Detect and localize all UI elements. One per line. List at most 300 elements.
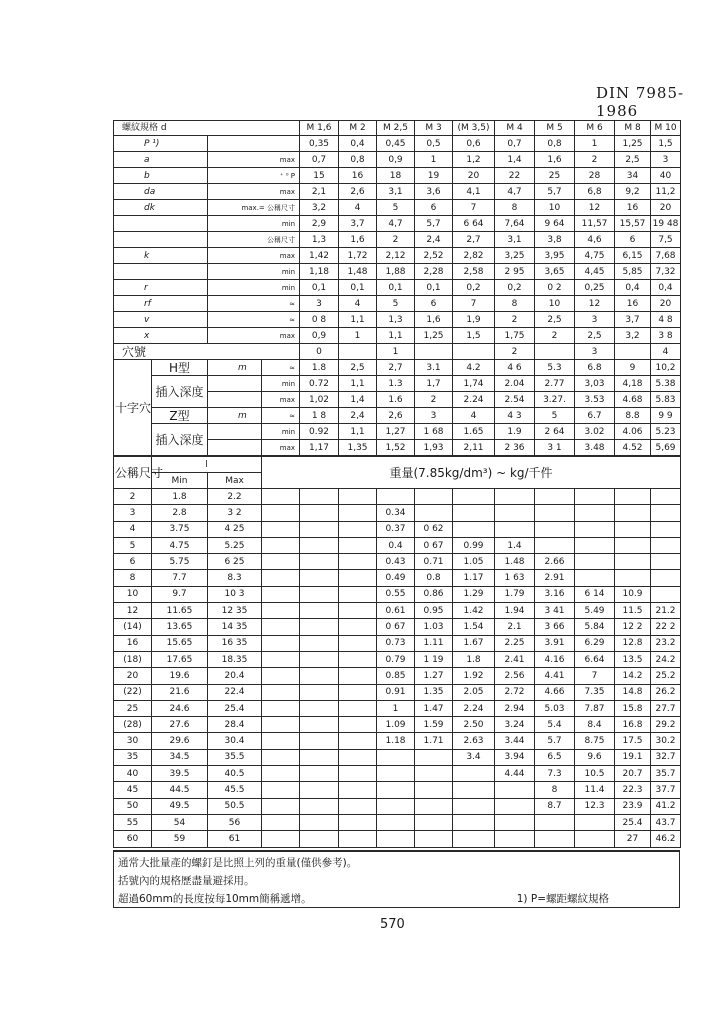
recess-value: 4 6 xyxy=(495,360,535,376)
dimension-value: 3,2 xyxy=(300,200,339,216)
weight-value xyxy=(300,521,339,537)
weight-value: 1.35 xyxy=(415,684,453,700)
length-min: 21.6 xyxy=(152,684,208,700)
length-max: 22.4 xyxy=(208,684,262,700)
weight-value xyxy=(415,814,453,830)
max-label: Max xyxy=(208,473,262,489)
dimension-value: 3,25 xyxy=(495,248,535,264)
weight-value xyxy=(651,505,681,521)
dimension-value: 16 xyxy=(615,296,651,312)
weight-value: 3.16 xyxy=(535,586,575,602)
hole-value: 3 xyxy=(575,344,615,360)
weight-value: 1.79 xyxy=(495,586,535,602)
length-max: 50.5 xyxy=(208,798,262,814)
weight-value: 14.8 xyxy=(615,684,651,700)
weight-value: 1.27 xyxy=(415,668,453,684)
recess-value: 3.1 xyxy=(415,360,453,376)
length-max: 5.25 xyxy=(208,537,262,553)
recess-value: 1 8 xyxy=(300,408,339,424)
nominal-length: 45 xyxy=(114,782,152,798)
dimension-value: 1,1 xyxy=(339,312,377,328)
weight-value xyxy=(415,782,453,798)
weight-value: 6.29 xyxy=(575,635,615,651)
weight-spare xyxy=(262,814,300,830)
recess-value: 3,03 xyxy=(575,376,615,392)
dimension-kind: max xyxy=(208,328,300,344)
weight-value: 5.03 xyxy=(535,700,575,716)
weight-value xyxy=(495,521,535,537)
dimension-value: 8 xyxy=(495,296,535,312)
weight-row xyxy=(114,798,681,814)
dimension-value: 20 xyxy=(651,296,681,312)
dimension-value: 1,75 xyxy=(495,328,535,344)
dimension-value: 3 8 xyxy=(651,328,681,344)
weight-value: 3.4 xyxy=(453,749,495,765)
recess-value: 9 xyxy=(615,360,651,376)
weight-row xyxy=(114,717,681,733)
weight-spare xyxy=(262,489,300,505)
size-header: M 10 xyxy=(651,121,681,136)
dimension-value: 11,57 xyxy=(575,216,615,232)
recess-value: 2 64 xyxy=(535,424,575,440)
dimension-value: 6 xyxy=(415,200,453,216)
notes-box xyxy=(113,850,680,908)
recess-kind: min xyxy=(262,424,300,440)
dimension-value: 1,25 xyxy=(415,328,453,344)
weight-spare xyxy=(262,505,300,521)
length-max: 6 25 xyxy=(208,554,262,570)
weight-value xyxy=(535,505,575,521)
weight-value: 9.6 xyxy=(575,749,615,765)
recess-value: 4.68 xyxy=(615,392,651,408)
recess-value: 0.72 xyxy=(300,376,339,392)
dimension-value: 4 xyxy=(339,200,377,216)
dimension-kind: max xyxy=(208,248,300,264)
weight-value xyxy=(575,505,615,521)
dimension-value: 2,1 xyxy=(300,184,339,200)
weight-value: 2.66 xyxy=(535,554,575,570)
length-max: 20.4 xyxy=(208,668,262,684)
note-line-3: 超過60mm的長度按每10mm簡稱遞增。 xyxy=(118,893,312,905)
recess-value: 1,1 xyxy=(339,424,377,440)
weight-value xyxy=(415,489,453,505)
length-min: 5.75 xyxy=(152,554,208,570)
dimension-value: 0,8 xyxy=(535,136,575,152)
weight-value xyxy=(453,505,495,521)
weight-value xyxy=(651,570,681,586)
size-header: M 5 xyxy=(535,121,575,136)
recess-value: 2.24 xyxy=(453,392,495,408)
dimension-value: 20 xyxy=(453,168,495,184)
dimension-value: 0,5 xyxy=(415,136,453,152)
weight-value: 1.67 xyxy=(453,635,495,651)
weight-value xyxy=(575,831,615,847)
weight-value: 2.41 xyxy=(495,651,535,667)
size-header: M 1,6 xyxy=(300,121,339,136)
weight-value: 4.41 xyxy=(535,668,575,684)
weight-value: 3.24 xyxy=(495,717,535,733)
dimension-symbol: x xyxy=(114,328,208,344)
hole-label: 穴號 xyxy=(114,344,300,360)
dimension-value: 1 xyxy=(339,328,377,344)
weight-value xyxy=(300,537,339,553)
weight-row xyxy=(114,831,681,847)
weight-value xyxy=(377,831,415,847)
dimension-value: 3,2 xyxy=(615,328,651,344)
weight-value: 2.1 xyxy=(495,619,535,635)
weight-row xyxy=(114,733,681,749)
recess-kind: max xyxy=(262,440,300,457)
weight-value: 1.05 xyxy=(453,554,495,570)
dimension-value: 2,6 xyxy=(339,184,377,200)
weight-value: 25.2 xyxy=(651,668,681,684)
recess-value: 5.83 xyxy=(651,392,681,408)
recess-value: 2,6 xyxy=(377,408,415,424)
dimension-value: 0,7 xyxy=(300,152,339,168)
weight-spare xyxy=(262,700,300,716)
recess-value: 5.3 xyxy=(535,360,575,376)
recess-value: 5 xyxy=(535,408,575,424)
dimension-value: 5,85 xyxy=(615,264,651,280)
weight-value: 10.9 xyxy=(615,586,651,602)
length-max: 3 2 xyxy=(208,505,262,521)
dimension-value: 25 xyxy=(535,168,575,184)
length-min: 4.75 xyxy=(152,537,208,553)
hole-value: 2 xyxy=(495,344,535,360)
dimension-value: 4,7 xyxy=(377,216,415,232)
dimension-row xyxy=(114,216,681,232)
weight-value: 7.35 xyxy=(575,684,615,700)
recess-value: 6.8 xyxy=(575,360,615,376)
dimension-value: 1,6 xyxy=(415,312,453,328)
length-symbol: l xyxy=(152,456,262,473)
weight-value: 14.2 xyxy=(615,668,651,684)
weight-value: 37.7 xyxy=(651,782,681,798)
dimension-symbol xyxy=(114,232,208,248)
weight-value xyxy=(339,619,377,635)
weight-value xyxy=(339,570,377,586)
length-min: 9.7 xyxy=(152,586,208,602)
recess-value: 3 xyxy=(415,408,453,424)
dimension-value: 19 48 xyxy=(651,216,681,232)
hole-value xyxy=(453,344,495,360)
weight-value: 10.5 xyxy=(575,766,615,782)
length-max: 16 35 xyxy=(208,635,262,651)
nominal-length: 20 xyxy=(114,668,152,684)
weight-value: 2.94 xyxy=(495,700,535,716)
weight-value: 0.49 xyxy=(377,570,415,586)
recess-value: 1.9 xyxy=(495,424,535,440)
dimension-value: 0,2 xyxy=(453,280,495,296)
dimension-value: 2,4 xyxy=(415,232,453,248)
dimension-row xyxy=(114,296,681,312)
recess-symbol xyxy=(208,440,262,457)
weight-value: 4.16 xyxy=(535,651,575,667)
weight-value: 0.79 xyxy=(377,651,415,667)
weight-spare xyxy=(262,635,300,651)
recess-value: 2 xyxy=(415,392,453,408)
recess-value: 1,4 xyxy=(339,392,377,408)
recess-value: 1.8 xyxy=(300,360,339,376)
weight-value xyxy=(300,489,339,505)
dimension-value: 2,7 xyxy=(453,232,495,248)
weight-value: 0.95 xyxy=(415,603,453,619)
weight-value: 7.87 xyxy=(575,700,615,716)
dimension-value: 3,1 xyxy=(495,232,535,248)
recess-value: 8.8 xyxy=(615,408,651,424)
recess-kind: max xyxy=(262,392,300,408)
dimension-value: 0,8 xyxy=(339,152,377,168)
dimension-value: 2,52 xyxy=(415,248,453,264)
dimension-value: 3,7 xyxy=(615,312,651,328)
weight-value: 1.8 xyxy=(453,651,495,667)
nominal-length: 5 xyxy=(114,537,152,553)
nominal-length: 55 xyxy=(114,814,152,830)
note-line-2: 括號內的規格歷盡量避採用。 xyxy=(118,875,255,887)
dimension-symbol xyxy=(114,216,208,232)
dimension-value: 2,5 xyxy=(615,152,651,168)
weight-value xyxy=(453,798,495,814)
weight-value xyxy=(535,831,575,847)
weight-value xyxy=(300,814,339,830)
dimension-symbol: da xyxy=(114,184,208,200)
weight-value xyxy=(300,586,339,602)
weight-value xyxy=(339,749,377,765)
weight-value xyxy=(339,766,377,782)
weight-value xyxy=(651,537,681,553)
weight-value: 1.09 xyxy=(377,717,415,733)
weight-spare xyxy=(262,831,300,847)
weight-value: 2.24 xyxy=(453,700,495,716)
length-min: 59 xyxy=(152,831,208,847)
dimension-value: 4,6 xyxy=(575,232,615,248)
weight-value xyxy=(453,489,495,505)
dimension-symbol: k xyxy=(114,248,208,264)
weight-value xyxy=(377,782,415,798)
weight-value: 29.2 xyxy=(651,717,681,733)
weight-value: 1.42 xyxy=(453,603,495,619)
dimension-value: 10 xyxy=(535,296,575,312)
recess-kind: ≈ xyxy=(262,408,300,424)
weight-value xyxy=(339,505,377,521)
weight-value: 0 62 xyxy=(415,521,453,537)
recess-symbol: m xyxy=(208,408,262,424)
dimension-value: 5 xyxy=(377,200,415,216)
weight-value: 1.47 xyxy=(415,700,453,716)
dimension-value: 3 xyxy=(300,296,339,312)
dimension-row xyxy=(114,280,681,296)
h-insert-depth-label: 插入深度 xyxy=(152,376,208,408)
cross-recess-label: 十字穴 xyxy=(114,360,152,457)
weight-value: 46.2 xyxy=(651,831,681,847)
weight-value: 4.66 xyxy=(535,684,575,700)
hole-value: 0 xyxy=(300,344,339,360)
dimension-value: 1,4 xyxy=(495,152,535,168)
weight-spare xyxy=(262,521,300,537)
dimension-value: 6 xyxy=(415,296,453,312)
dimension-value: 0,2 xyxy=(495,280,535,296)
weight-value xyxy=(615,537,651,553)
recess-value: 1,93 xyxy=(415,440,453,457)
weight-value: 8 xyxy=(535,782,575,798)
dimension-value: 16 xyxy=(615,200,651,216)
recess-value: 2 36 xyxy=(495,440,535,457)
weight-value xyxy=(615,554,651,570)
weight-value: 2.72 xyxy=(495,684,535,700)
length-max: 2.2 xyxy=(208,489,262,505)
weight-value: 26.2 xyxy=(651,684,681,700)
dimension-value: 4,7 xyxy=(495,184,535,200)
hole-value xyxy=(615,344,651,360)
weight-value xyxy=(415,766,453,782)
dimension-row xyxy=(114,312,681,328)
weight-value: 5.4 xyxy=(535,717,575,733)
dimension-value: 8 xyxy=(495,200,535,216)
recess-symbol xyxy=(208,376,262,392)
dimension-value: 5,7 xyxy=(415,216,453,232)
dimension-value: 1,6 xyxy=(535,152,575,168)
weight-row xyxy=(114,554,681,570)
weight-value: 13.5 xyxy=(615,651,651,667)
dimension-weight-table xyxy=(113,120,681,848)
weight-row xyxy=(114,749,681,765)
weight-row xyxy=(114,619,681,635)
weight-value xyxy=(453,521,495,537)
weight-spare xyxy=(262,603,300,619)
dimension-value: 7,5 xyxy=(651,232,681,248)
dimension-value: 0,4 xyxy=(339,136,377,152)
dimension-kind: max xyxy=(208,184,300,200)
weight-value xyxy=(300,505,339,521)
size-header: (M 3,5) xyxy=(453,121,495,136)
size-header: M 8 xyxy=(615,121,651,136)
dimension-value: 18 xyxy=(377,168,415,184)
length-max: 28.4 xyxy=(208,717,262,733)
dimension-symbol: a xyxy=(114,152,208,168)
dimension-value: 0,1 xyxy=(300,280,339,296)
dimension-value: 1,88 xyxy=(377,264,415,280)
weight-value xyxy=(339,635,377,651)
weight-spare xyxy=(262,668,300,684)
length-max: 61 xyxy=(208,831,262,847)
weight-value xyxy=(495,782,535,798)
dimension-symbol: rf xyxy=(114,296,208,312)
nominal-length: 12 xyxy=(114,603,152,619)
recess-value: 3.53 xyxy=(575,392,615,408)
weight-value xyxy=(339,489,377,505)
weight-value: 2.05 xyxy=(453,684,495,700)
weight-value xyxy=(300,619,339,635)
recess-value: 6.7 xyxy=(575,408,615,424)
dimension-value: 1,2 xyxy=(453,152,495,168)
dimension-row xyxy=(114,200,681,216)
weight-value: 15.8 xyxy=(615,700,651,716)
weight-value: 0 67 xyxy=(377,619,415,635)
z-type-label: Z型 xyxy=(152,408,208,424)
recess-value: 9 9 xyxy=(651,408,681,424)
dimension-value: 0,9 xyxy=(300,328,339,344)
dimension-value: 2,9 xyxy=(300,216,339,232)
weight-value xyxy=(575,489,615,505)
dimension-value: 7,64 xyxy=(495,216,535,232)
weight-value: 1.94 xyxy=(495,603,535,619)
weight-value: 6 14 xyxy=(575,586,615,602)
weight-value: 1.03 xyxy=(415,619,453,635)
recess-value: 3.02 xyxy=(575,424,615,440)
weight-value xyxy=(339,603,377,619)
weight-value: 6.5 xyxy=(535,749,575,765)
dimension-row xyxy=(114,152,681,168)
dimension-value: 4,1 xyxy=(453,184,495,200)
dimension-value: 0,4 xyxy=(651,280,681,296)
recess-value: 3.27. xyxy=(535,392,575,408)
weight-value: 17.5 xyxy=(615,733,651,749)
dimension-value: 0,7 xyxy=(495,136,535,152)
weight-value: 2.63 xyxy=(453,733,495,749)
recess-value: 4.52 xyxy=(615,440,651,457)
dimension-value: 40 xyxy=(651,168,681,184)
weight-header-row xyxy=(114,456,681,473)
weight-value: 0.71 xyxy=(415,554,453,570)
weight-spare xyxy=(262,570,300,586)
dimension-value: 3,6 xyxy=(415,184,453,200)
weight-value: 0.85 xyxy=(377,668,415,684)
weight-value: 16.8 xyxy=(615,717,651,733)
weight-value: 1.54 xyxy=(453,619,495,635)
dimension-row xyxy=(114,328,681,344)
weight-value xyxy=(495,798,535,814)
dimension-value: 2 xyxy=(377,232,415,248)
dimension-value: 7 xyxy=(453,296,495,312)
dimension-value: 5 xyxy=(377,296,415,312)
weight-value xyxy=(615,570,651,586)
dimension-value: 1,9 xyxy=(453,312,495,328)
dimension-kind: max xyxy=(208,152,300,168)
dimension-value: 0,9 xyxy=(377,152,415,168)
weight-value xyxy=(300,554,339,570)
dimension-value: 6,15 xyxy=(615,248,651,264)
weight-value xyxy=(339,521,377,537)
length-min: 34.5 xyxy=(152,749,208,765)
weight-value xyxy=(651,489,681,505)
dimension-row xyxy=(114,136,681,152)
recess-value: 2.54 xyxy=(495,392,535,408)
weight-value xyxy=(575,570,615,586)
weight-value xyxy=(453,766,495,782)
weight-value xyxy=(300,831,339,847)
weight-value: 0.73 xyxy=(377,635,415,651)
recess-value: 1.65 xyxy=(453,424,495,440)
weight-value xyxy=(300,635,339,651)
dimension-kind: 公稱尺寸 xyxy=(208,232,300,248)
recess-value: 2,11 xyxy=(453,440,495,457)
weight-value xyxy=(535,814,575,830)
weight-spare xyxy=(262,651,300,667)
weight-value: 1 63 xyxy=(495,570,535,586)
hole-value: 1 xyxy=(377,344,415,360)
weight-value xyxy=(377,749,415,765)
weight-row xyxy=(114,668,681,684)
dimension-value: 1,3 xyxy=(377,312,415,328)
dimension-value: 2,5 xyxy=(575,328,615,344)
weight-spare xyxy=(262,782,300,798)
weight-value: 25.4 xyxy=(615,814,651,830)
dimension-symbol: dk xyxy=(114,200,208,216)
weight-value xyxy=(300,603,339,619)
hole-value xyxy=(415,344,453,360)
dimension-value: 0,25 xyxy=(575,280,615,296)
length-min: 49.5 xyxy=(152,798,208,814)
